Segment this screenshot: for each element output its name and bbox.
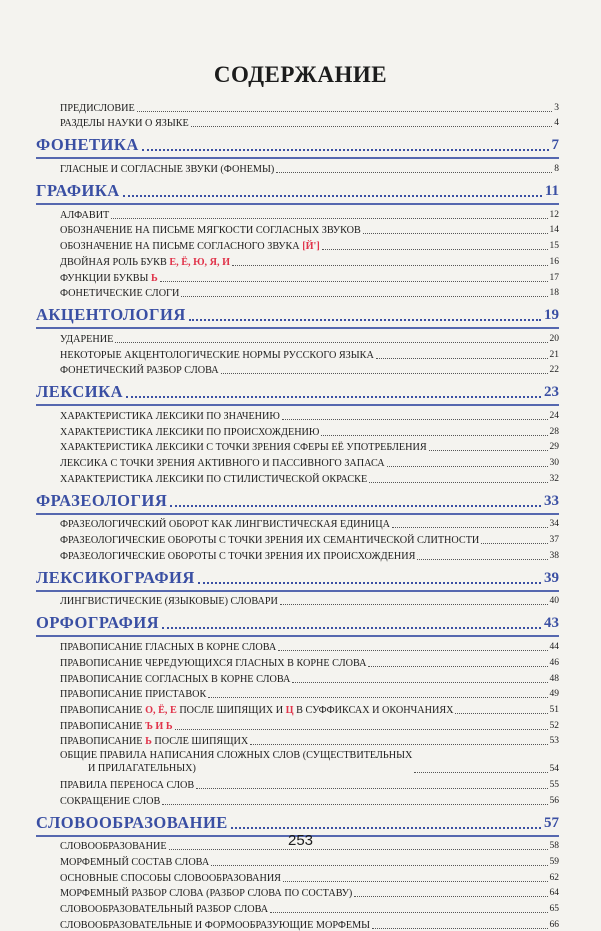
toc-entry-page: 32 bbox=[549, 473, 559, 484]
toc-entry-label bbox=[36, 535, 479, 546]
toc-entry-label bbox=[36, 780, 194, 791]
toc-entry-label bbox=[36, 642, 276, 653]
toc-entry[interactable] bbox=[36, 546, 559, 562]
toc-entry-text: ХАРАКТЕРИСТИКА ЛЕКСИКИ ПО СТИЛИСТИЧЕСКОЙ ОКРАСКЕ bbox=[60, 473, 368, 485]
toc-entry-label bbox=[36, 658, 366, 669]
toc-entry-label bbox=[36, 519, 390, 530]
toc-entry-label bbox=[36, 350, 374, 361]
section-title: СЛОВООБРАЗОВАНИЕ bbox=[36, 812, 228, 832]
toc-entry-text: ОБЩИЕ ПРАВИЛА НАПИСАНИЯ СЛОЖНЫХ СЛОВ (СУЩЕСТВИТЕЛЬНЫХ bbox=[60, 750, 413, 762]
section-divider bbox=[36, 157, 559, 159]
dot-leader bbox=[368, 666, 547, 667]
dot-leader bbox=[280, 604, 548, 605]
toc-entry-text: ФРАЗЕОЛОГИЧЕСКИЙ ОБОРОТ КАК ЛИНГВИСТИЧЕСКАЯ ЕДИНИЦА bbox=[60, 519, 390, 531]
section-heading[interactable] bbox=[36, 379, 559, 401]
dot-leader bbox=[196, 788, 547, 789]
section-heading[interactable] bbox=[36, 610, 559, 632]
toc-entry[interactable] bbox=[36, 669, 559, 685]
dot-leader bbox=[292, 682, 547, 683]
toc-entry-page: 54 bbox=[549, 764, 559, 775]
toc-entry-page: 56 bbox=[549, 795, 559, 806]
toc-entry-text: ПРАВОПИСАНИЕ bbox=[60, 704, 143, 716]
section-page: 23 bbox=[544, 384, 559, 401]
dot-leader bbox=[369, 482, 547, 483]
dot-leader bbox=[232, 265, 547, 266]
toc-entry[interactable] bbox=[36, 515, 559, 531]
toc-entry-text: ФОНЕТИЧЕСКИЕ СЛОГИ bbox=[60, 288, 180, 300]
page-number: 253 bbox=[287, 832, 314, 849]
section-divider bbox=[36, 404, 559, 406]
toc-entry-page: 14 bbox=[549, 225, 559, 236]
toc-entry-label bbox=[36, 736, 248, 747]
dot-leader bbox=[221, 373, 548, 374]
toc-entry-label bbox=[36, 596, 278, 607]
toc-entry-label bbox=[36, 427, 319, 438]
toc-entry[interactable] bbox=[36, 775, 559, 791]
toc-entry-label bbox=[36, 442, 427, 453]
toc-entry-label bbox=[36, 888, 352, 899]
toc-entry-text: ПРАВОПИСАНИЕ ГЛАСНЫХ В КОРНЕ СЛОВА bbox=[60, 642, 277, 654]
dot-leader bbox=[162, 804, 547, 805]
highlighted-letters: Ъ И Ь bbox=[145, 720, 173, 732]
toc-entry-label bbox=[36, 411, 280, 422]
toc-entry-label bbox=[36, 705, 453, 716]
dot-leader bbox=[198, 582, 541, 584]
toc-entry-page: 52 bbox=[549, 720, 559, 731]
dot-leader bbox=[231, 827, 541, 829]
dot-leader bbox=[181, 296, 547, 297]
section-page: 39 bbox=[544, 569, 559, 586]
toc-entry-text: ОБОЗНАЧЕНИЕ НА ПИСЬМЕ СОГЛАСНОГО ЗВУКА bbox=[60, 241, 300, 253]
dot-leader bbox=[278, 650, 547, 651]
section-page: 7 bbox=[551, 137, 559, 154]
toc-entry[interactable] bbox=[36, 329, 559, 345]
section-page: 43 bbox=[544, 615, 559, 632]
toc-entry-page: 48 bbox=[549, 673, 559, 684]
toc-entry-text: ПРАВОПИСАНИЕ bbox=[60, 736, 143, 748]
toc-entry[interactable] bbox=[36, 205, 559, 221]
toc-entry-text-line2: И ПРИЛАГАТЕЛЬНЫХ) bbox=[88, 763, 196, 775]
toc-entry[interactable] bbox=[36, 852, 559, 868]
section-divider bbox=[36, 327, 559, 329]
toc-entry[interactable] bbox=[36, 406, 559, 422]
highlighted-letters: О, Ё, Е bbox=[145, 704, 177, 716]
highlighted-letters: Ь bbox=[150, 272, 158, 284]
toc-entry-label bbox=[36, 474, 367, 485]
toc-entry-page: 65 bbox=[549, 904, 559, 915]
dot-leader bbox=[417, 559, 547, 560]
toc-entry[interactable] bbox=[36, 530, 559, 546]
toc-entry-text: ХАРАКТЕРИСТИКА ЛЕКСИКИ С ТОЧКИ ЗРЕНИЯ СФЕРЫ ЕЁ УПОТРЕБЛЕНИЯ bbox=[60, 442, 427, 454]
section-heading[interactable] bbox=[36, 178, 559, 200]
section-page: 33 bbox=[544, 492, 559, 509]
toc-entry[interactable] bbox=[36, 221, 559, 237]
dot-leader bbox=[455, 713, 547, 714]
toc-entry-label bbox=[36, 551, 415, 562]
toc-entry-label bbox=[36, 796, 160, 807]
toc-entry-page: 49 bbox=[549, 689, 559, 700]
toc-entry-label bbox=[36, 273, 158, 284]
toc-entry-page: 18 bbox=[549, 288, 559, 299]
toc-entry-label bbox=[36, 749, 412, 775]
toc-entry[interactable] bbox=[36, 700, 559, 716]
toc-entry-text: ФОНЕТИЧЕСКИЙ РАЗБОР СЛОВА bbox=[60, 365, 219, 377]
toc-entry-page: 21 bbox=[549, 349, 559, 360]
toc-entry-text: ПРАВОПИСАНИЕ СОГЛАСНЫХ В КОРНЕ СЛОВА bbox=[60, 673, 291, 685]
dot-leader bbox=[414, 772, 547, 773]
toc-entry-page: 17 bbox=[549, 272, 559, 283]
section-title: АКЦЕНТОЛОГИЯ bbox=[36, 305, 186, 325]
toc-entry-text: СОКРАЩЕНИЕ СЛОВ bbox=[60, 795, 161, 807]
section-divider bbox=[36, 590, 559, 592]
toc-entry-label bbox=[36, 689, 206, 700]
dot-leader bbox=[283, 881, 548, 882]
toc-entry-text: СЛОВООБРАЗОВАНИЕ bbox=[60, 841, 167, 853]
toc-entry[interactable] bbox=[36, 345, 559, 361]
toc-entry-text: УДАРЕНИЕ bbox=[60, 333, 114, 345]
toc-entry[interactable] bbox=[36, 884, 559, 900]
toc-entry-page: 44 bbox=[549, 642, 559, 653]
toc-entry[interactable] bbox=[36, 868, 559, 884]
toc-entry-page: 24 bbox=[549, 410, 559, 421]
toc-entry-label: РАЗДЕЛЫ НАУКИ О ЯЗЫКЕ bbox=[60, 118, 189, 130]
toc-entry-text: ХАРАКТЕРИСТИКА ЛЕКСИКИ ПО ЗНАЧЕНИЮ bbox=[60, 410, 280, 422]
toc-entry-label bbox=[36, 225, 361, 236]
toc-entry-page: 38 bbox=[549, 550, 559, 561]
toc-entry-text: ПРАВОПИСАНИЕ bbox=[60, 720, 143, 732]
section-heading[interactable] bbox=[36, 302, 559, 324]
dot-leader bbox=[191, 126, 552, 127]
toc-entry-text: ОБОЗНАЧЕНИЕ НА ПИСЬМЕ МЯГКОСТИ СОГЛАСНЫХ ЗВУКОВ bbox=[60, 225, 361, 237]
dot-leader bbox=[282, 419, 548, 420]
dot-leader bbox=[142, 149, 549, 151]
section-heading[interactable] bbox=[36, 488, 559, 510]
section-divider bbox=[36, 513, 559, 515]
toc-entry-text: ПРАВИЛА ПЕРЕНОСА СЛОВ bbox=[60, 779, 195, 791]
toc-entry[interactable] bbox=[36, 592, 559, 608]
toc-entry-text: СЛОВООБРАЗОВАТЕЛЬНЫЕ И ФОРМООБРАЗУЮЩИЕ МОРФЕМЫ bbox=[60, 919, 371, 931]
toc-entry-page: 22 bbox=[549, 365, 559, 376]
section-title: ЛЕКСИКОГРАФИЯ bbox=[36, 567, 195, 587]
toc-entry-page: 15 bbox=[549, 241, 559, 252]
highlighted-letters: Ц bbox=[285, 704, 294, 716]
toc-entry-text: ПРАВОПИСАНИЕ ЧЕРЕДУЮЩИХСЯ ГЛАСНЫХ В КОРНЕ СЛОВА bbox=[60, 657, 367, 669]
toc-entry[interactable] bbox=[36, 453, 559, 469]
toc-entry-page: 4 bbox=[554, 118, 559, 129]
table-of-contents bbox=[36, 98, 559, 931]
toc-entry-page: 34 bbox=[549, 519, 559, 530]
highlighted-letters: [Й'] bbox=[302, 241, 320, 253]
dot-leader bbox=[354, 896, 547, 897]
toc-entry[interactable] bbox=[36, 236, 559, 252]
section-title: ФРАЗЕОЛОГИЯ bbox=[36, 490, 168, 510]
section-divider bbox=[36, 203, 559, 205]
dot-leader bbox=[270, 912, 547, 913]
toc-entry[interactable] bbox=[36, 791, 559, 807]
toc-entry[interactable] bbox=[36, 685, 559, 701]
toc-entry[interactable] bbox=[36, 252, 559, 268]
section-title: ГРАФИКА bbox=[36, 181, 120, 201]
toc-entry-label bbox=[36, 241, 320, 252]
toc-entry[interactable] bbox=[36, 98, 559, 114]
toc-entry-text: ФУНКЦИИ БУКВЫ bbox=[60, 272, 149, 284]
toc-entry-text: АЛФАВИТ bbox=[60, 209, 110, 221]
dot-leader bbox=[137, 111, 553, 112]
dot-leader bbox=[372, 928, 547, 929]
toc-entry-page: 62 bbox=[549, 872, 559, 883]
toc-entry-text: ХАРАКТЕРИСТИКА ЛЕКСИКИ ПО ПРОИСХОЖДЕНИЮ bbox=[60, 426, 320, 438]
toc-entry-page: 59 bbox=[549, 857, 559, 867]
toc-entry-text: ФРАЗЕОЛОГИЧЕСКИЕ ОБОРОТЫ С ТОЧКИ ЗРЕНИЯ ИХ СЕМАНТИЧЕСКОЙ СЛИТНОСТИ bbox=[60, 535, 480, 547]
toc-entry-page: 12 bbox=[549, 209, 559, 220]
dot-leader bbox=[169, 849, 548, 850]
toc-entry-page: 29 bbox=[549, 442, 559, 453]
highlighted-letters: Ь bbox=[145, 736, 152, 748]
section-title: ОРФОГРАФИЯ bbox=[36, 613, 160, 633]
toc-entry-page: 30 bbox=[549, 458, 559, 468]
toc-entry[interactable] bbox=[36, 268, 559, 284]
toc-entry-text: ЛЕКСИКА С ТОЧКИ ЗРЕНИЯ АКТИВНОГО И ПАССИВНОГО ЗАПАСА bbox=[60, 458, 385, 469]
toc-entry-page: 66 bbox=[549, 919, 559, 930]
toc-entry-text: МОРФЕМНЫЙ СОСТАВ СЛОВА bbox=[60, 857, 210, 868]
dot-leader bbox=[322, 249, 548, 250]
toc-entry-label bbox=[36, 257, 230, 268]
toc-entry-label bbox=[36, 458, 385, 469]
toc-entry-text: ПРАВОПИСАНИЕ ПРИСТАВОК bbox=[60, 689, 207, 701]
toc-entry-text: ФРАЗЕОЛОГИЧЕСКИЕ ОБОРОТЫ С ТОЧКИ ЗРЕНИЯ ИХ ПРОИСХОЖДЕНИЯ bbox=[60, 550, 416, 562]
dot-leader bbox=[376, 358, 548, 359]
toc-entry[interactable] bbox=[36, 284, 559, 300]
toc-entry-label bbox=[36, 164, 274, 175]
toc-entry-label bbox=[36, 904, 268, 915]
toc-entry-text-cont: ПОСЛЕ ШИПЯЩИХ И bbox=[179, 704, 284, 716]
section-divider bbox=[36, 635, 559, 637]
section-page: 11 bbox=[544, 183, 559, 200]
highlighted-letters: Е, Ё, Ю, Я, И bbox=[169, 256, 231, 268]
dot-leader bbox=[170, 505, 541, 507]
toc-entry[interactable] bbox=[36, 438, 559, 454]
toc-entry-label bbox=[36, 873, 281, 884]
dot-leader bbox=[162, 627, 541, 629]
toc-entry-page: 51 bbox=[549, 704, 559, 715]
section-page: 19 bbox=[544, 307, 559, 324]
toc-entry[interactable] bbox=[36, 114, 559, 130]
section-title: ЛЕКСИКА bbox=[36, 382, 123, 402]
toc-entry[interactable] bbox=[36, 422, 559, 438]
toc-entry-label bbox=[36, 721, 173, 732]
toc-entry-label bbox=[36, 365, 219, 376]
toc-entry[interactable] bbox=[36, 732, 559, 748]
toc-entry[interactable] bbox=[36, 469, 559, 485]
dot-leader bbox=[208, 697, 547, 698]
toc-entry-text: НЕКОТОРЫЕ АКЦЕНТОЛОГИЧЕСКИЕ НОРМЫ РУССКОГО ЯЗЫКА bbox=[60, 349, 374, 361]
dot-leader bbox=[363, 233, 548, 234]
toc-entry-label bbox=[36, 288, 179, 299]
dot-leader bbox=[115, 342, 547, 343]
section-heading[interactable] bbox=[36, 810, 559, 832]
toc-entry[interactable] bbox=[36, 747, 559, 775]
section-title: ФОНЕТИКА bbox=[36, 135, 139, 155]
toc-entry-page: 40 bbox=[549, 596, 559, 607]
toc-entry-text: ОСНОВНЫЕ СПОСОБЫ СЛОВООБРАЗОВАНИЯ bbox=[60, 872, 281, 884]
dot-leader bbox=[276, 172, 552, 173]
dot-leader bbox=[126, 396, 541, 398]
toc-entry-label bbox=[36, 334, 113, 345]
dot-leader bbox=[175, 729, 548, 730]
toc-entry-page: 58 bbox=[549, 841, 559, 852]
dot-leader bbox=[123, 195, 542, 197]
toc-entry-page: 28 bbox=[549, 426, 559, 437]
toc-entry-page: 20 bbox=[549, 333, 559, 344]
toc-entry-text: ДВОЙНАЯ РОЛЬ БУКВ bbox=[60, 256, 167, 268]
dot-leader bbox=[111, 218, 547, 219]
toc-entry[interactable] bbox=[36, 653, 559, 669]
toc-entry-page: 46 bbox=[549, 657, 559, 668]
toc-entry-page: 64 bbox=[549, 888, 559, 899]
toc-entry[interactable] bbox=[36, 361, 559, 377]
toc-entry-label bbox=[36, 674, 290, 685]
toc-entry-label bbox=[36, 857, 209, 868]
toc-entry-label bbox=[36, 920, 370, 931]
toc-entry-page: 37 bbox=[549, 535, 559, 546]
toc-entry-page: 53 bbox=[549, 736, 559, 747]
dot-leader bbox=[481, 543, 547, 544]
toc-entry-text-cont: ПОСЛЕ ШИПЯЩИХ bbox=[154, 736, 249, 748]
section-heading[interactable] bbox=[36, 132, 559, 154]
page-title: СОДЕРЖАНИЕ bbox=[213, 62, 388, 87]
toc-entry-page: 55 bbox=[549, 779, 559, 790]
toc-entry[interactable] bbox=[36, 159, 559, 175]
dot-leader bbox=[321, 435, 547, 436]
toc-entry-label: ПРЕДИСЛОВИЕ bbox=[60, 102, 135, 114]
toc-entry-label bbox=[36, 210, 109, 221]
dot-leader bbox=[429, 450, 548, 451]
dot-leader bbox=[392, 527, 548, 528]
section-heading[interactable] bbox=[36, 565, 559, 587]
dot-leader bbox=[250, 744, 547, 745]
toc-entry-page: 3 bbox=[554, 102, 559, 113]
toc-entry-page: 8 bbox=[554, 164, 559, 175]
toc-entry-page: 16 bbox=[549, 256, 559, 267]
toc-entry-text: ГЛАСНЫЕ И СОГЛАСНЫЕ ЗВУКИ (ФОНЕМЫ) bbox=[60, 164, 275, 176]
toc-entry[interactable] bbox=[36, 915, 559, 931]
section-page: 57 bbox=[544, 814, 559, 831]
dot-leader bbox=[160, 281, 548, 282]
toc-entry-text-cont: В СУФФИКСАХ И ОКОНЧАНИЯХ bbox=[296, 704, 454, 716]
toc-entry-text: МОРФЕМНЫЙ РАЗБОР СЛОВА (РАЗБОР СЛОВА ПО СОСТАВУ) bbox=[60, 888, 353, 900]
toc-entry-text: СЛОВООБРАЗОВАТЕЛЬНЫЙ РАЗБОР СЛОВА bbox=[60, 904, 269, 916]
dot-leader bbox=[211, 865, 547, 866]
toc-entry-text: ЛИНГВИСТИЧЕСКИЕ (ЯЗЫКОВЫЕ) СЛОВАРИ bbox=[60, 596, 278, 608]
toc-entry[interactable] bbox=[36, 637, 559, 653]
dot-leader bbox=[189, 319, 541, 321]
toc-entry[interactable] bbox=[36, 716, 559, 732]
dot-leader bbox=[387, 466, 548, 467]
toc-entry[interactable] bbox=[36, 899, 559, 915]
